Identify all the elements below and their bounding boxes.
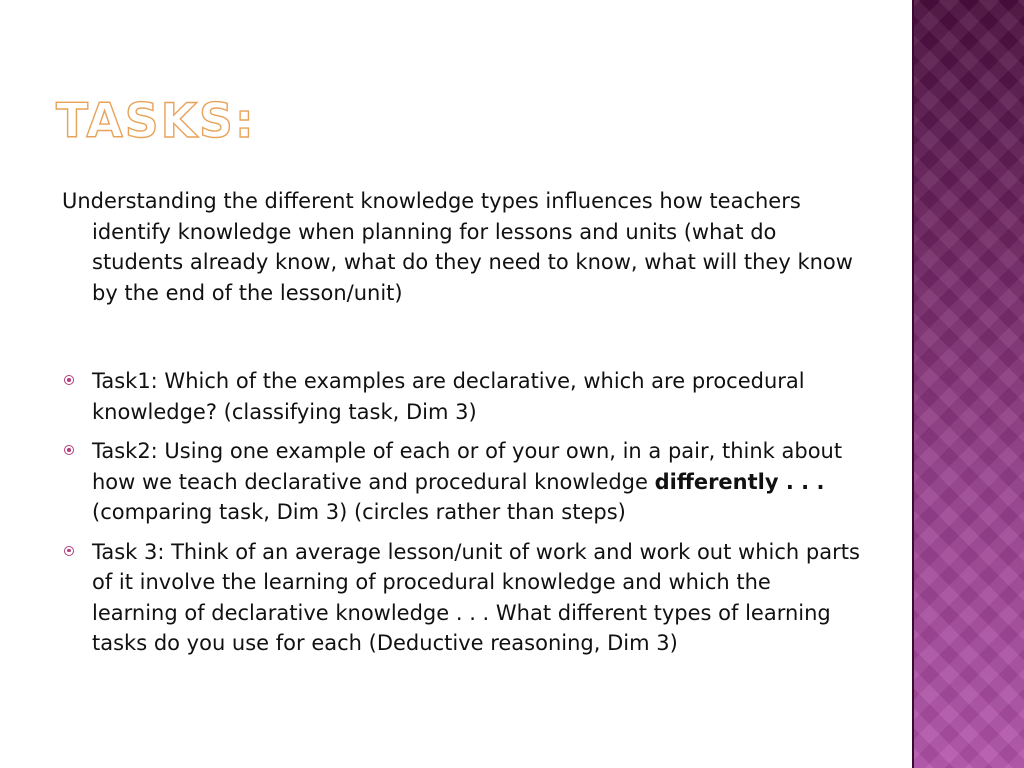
- circle-bullet-icon: [64, 375, 74, 385]
- task-item-1: [62, 366, 862, 427]
- slide-body: [62, 186, 862, 668]
- task-list: [62, 366, 862, 659]
- circle-bullet-icon: [64, 546, 74, 556]
- task-item-2: [62, 436, 862, 528]
- circle-bullet-icon: [64, 445, 74, 455]
- task-3-text: Task 3: Think of an average lesson/unit of work and work out which parts of it involve the learning of procedural knowledge and which the learning of declarative knowledge . . . What different types of learning tasks do you use for each (Deductive reasoning, Dim 3): [92, 539, 860, 655]
- intro-paragraph: Understanding the different knowledge types influences how teachers identify knowledge when planning for lessons and units (what do students already know, what do they need to know, what will they know by the end of the lesson/unit): [62, 189, 853, 305]
- slide-title: TASKS:: [56, 94, 256, 149]
- task-item-3: [62, 537, 862, 659]
- task-2-emphasis: differently . . .: [654, 469, 825, 494]
- decorative-side-band: [912, 0, 1024, 768]
- task-2-text-start: Task2: Using one example of each or of your own, in a pair, think about how we teach declarative and procedural knowledge: [92, 439, 843, 494]
- task-1-text: Task1: Which of the examples are declarative, which are procedural knowledge? (classifying task, Dim 3): [92, 369, 805, 424]
- task-2-text-end: (comparing task, Dim 3) (circles rather than steps): [92, 500, 626, 524]
